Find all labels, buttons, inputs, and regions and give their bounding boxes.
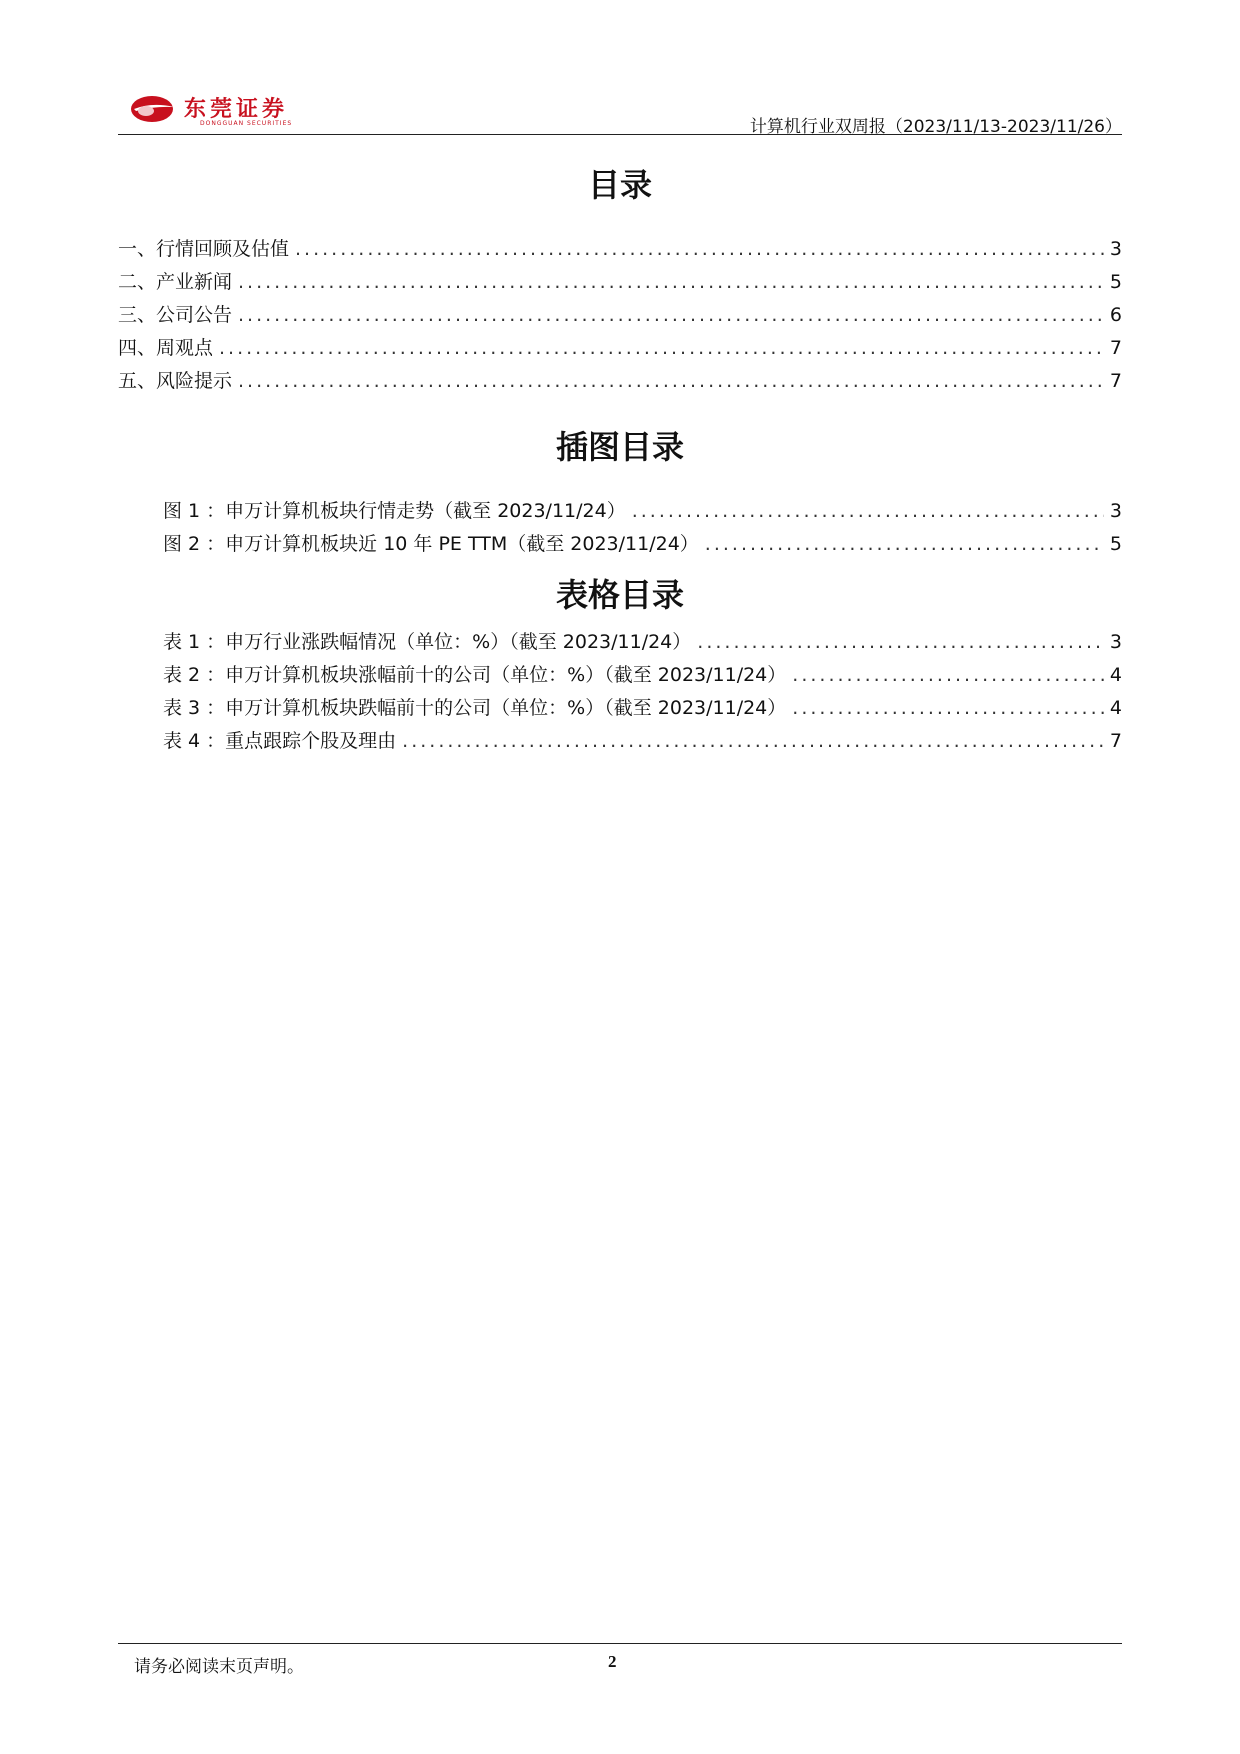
toc-entry-label: 三、公司公告 <box>118 304 233 326</box>
tables-list-title: 表格目录 <box>555 576 684 614</box>
toc-leader-dots <box>697 631 1104 653</box>
toc-entry-page: 6 <box>1109 304 1122 326</box>
toc-entry[interactable] <box>118 366 1122 396</box>
table-entry-label: 表 1 ：申万行业涨跌幅情况（单位：%）（截至 2023/11/24） <box>163 631 692 653</box>
report-title: 计算机行业双周报（2023/11/13-2023/11/26） <box>749 117 1122 137</box>
table-entry[interactable] <box>163 660 1122 690</box>
toc-leader-dots <box>238 370 1104 392</box>
toc-entry-page: 7 <box>1109 337 1122 359</box>
table-entry-label: 表 2 ：申万计算机板块涨幅前十的公司（单位：%）（截至 2023/11/24） <box>163 664 787 686</box>
page-number: 2 <box>608 1652 617 1671</box>
figure-entry[interactable] <box>163 496 1122 526</box>
table-entry-page: 7 <box>1109 730 1122 752</box>
company-logo <box>130 94 370 130</box>
figures-list-title: 插图目录 <box>555 428 684 466</box>
toc-leader-dots <box>238 304 1104 326</box>
logo-english-text: DONGGUAN SECURITIES <box>200 120 293 127</box>
figure-entry[interactable] <box>163 529 1122 559</box>
toc-entry-label: 一、行情回顾及估值 <box>118 238 290 260</box>
table-entry-page: 4 <box>1109 664 1122 686</box>
toc-leader-dots <box>238 271 1104 293</box>
figure-entry-label: 图 1 ：申万计算机板块行情走势（截至 2023/11/24） <box>163 500 626 522</box>
toc-entry-page: 7 <box>1109 370 1122 392</box>
figure-entry-page: 5 <box>1109 533 1122 555</box>
table-entry-label: 表 3 ：申万计算机板块跌幅前十的公司（单位：%）（截至 2023/11/24） <box>163 697 787 719</box>
toc-leader-dots <box>792 664 1104 686</box>
toc-entry-label: 二、产业新闻 <box>118 271 233 293</box>
toc-entry-page: 3 <box>1109 238 1122 260</box>
header-divider <box>118 134 1122 135</box>
toc-entry-label: 四、周观点 <box>118 337 214 359</box>
toc-leader-dots <box>792 697 1104 719</box>
toc-entry-page: 5 <box>1109 271 1122 293</box>
page-header <box>118 80 1122 136</box>
table-entry-label: 表 4 ：重点跟踪个股及理由 <box>163 730 397 752</box>
toc-entry[interactable] <box>118 300 1122 330</box>
figure-entry-page: 3 <box>1109 500 1122 522</box>
table-entry-page: 4 <box>1109 697 1122 719</box>
figure-entry-label: 图 2 ：申万计算机板块近 10 年 PE TTM（截至 2023/11/24） <box>163 533 699 555</box>
footer-divider <box>118 1643 1122 1644</box>
toc-leader-dots <box>705 533 1104 555</box>
table-entry[interactable] <box>163 627 1122 657</box>
table-entry-page: 3 <box>1109 631 1122 653</box>
toc-leader-dots <box>402 730 1104 752</box>
toc-entry[interactable] <box>118 267 1122 297</box>
toc-leader-dots <box>219 337 1104 359</box>
footer-disclaimer: 请务必阅读末页声明。 <box>134 1657 304 1677</box>
toc-entry-label: 五、风险提示 <box>118 370 233 392</box>
toc-leader-dots <box>632 500 1104 522</box>
table-entry[interactable] <box>163 726 1122 756</box>
toc-entry[interactable] <box>118 234 1122 264</box>
table-entry[interactable] <box>163 693 1122 723</box>
toc-entry[interactable] <box>118 333 1122 363</box>
logo-chinese-text: 东莞证券 <box>184 96 289 122</box>
toc-leader-dots <box>295 238 1104 260</box>
toc-title: 目录 <box>587 166 652 204</box>
logo-mark-icon <box>130 94 178 124</box>
